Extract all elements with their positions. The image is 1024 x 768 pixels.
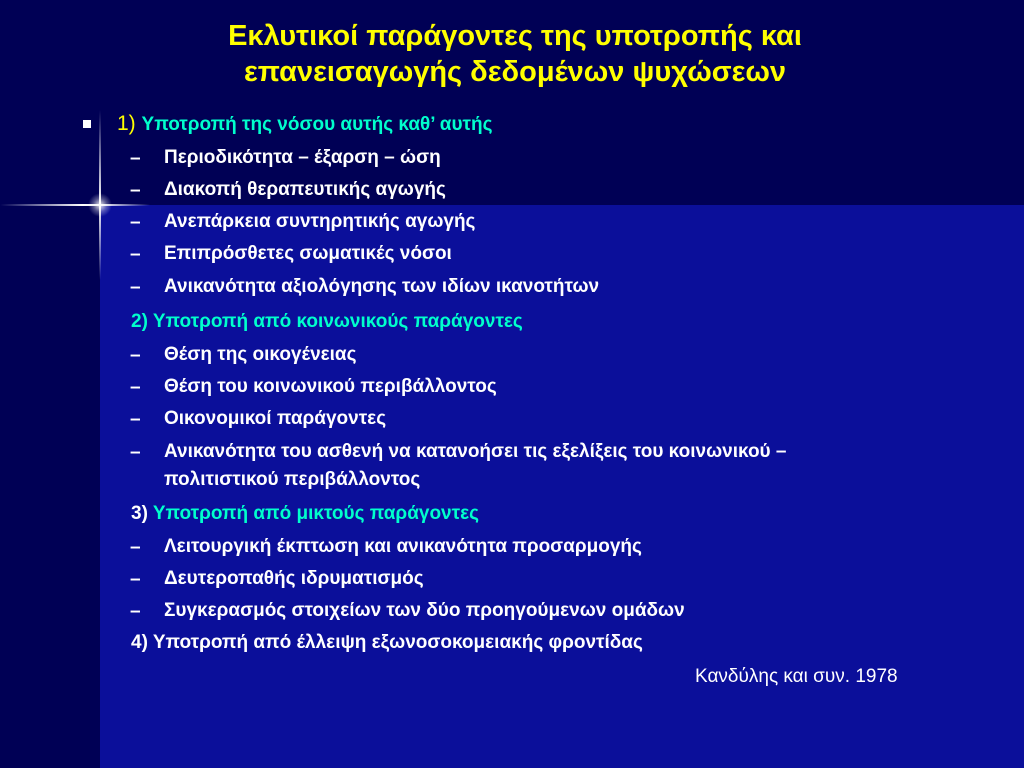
dash-marker: – (130, 277, 141, 298)
star-sparkle-icon (88, 193, 112, 217)
section-1-header (117, 113, 493, 136)
list-item: Διακοπή θεραπευτικής αγωγής (164, 179, 446, 200)
section-1-number: 1) (117, 112, 136, 135)
section-2-header (131, 311, 523, 333)
list-item: Ανεπάρκεια συντηρητικής αγωγής (164, 211, 476, 232)
dash-marker: – (130, 601, 141, 622)
section-3-number: 3) (131, 503, 148, 524)
section-2-heading: Υποτροπή από κοινωνικούς παράγοντες (152, 311, 523, 332)
section-4-header (131, 632, 643, 654)
list-item: Δευτεροπαθής ιδρυματισμός (164, 568, 424, 589)
list-item: Οικονομικοί παράγοντες (164, 408, 387, 429)
dash-marker: – (130, 345, 141, 366)
dash-marker: – (130, 537, 141, 558)
dash-marker: – (130, 377, 141, 398)
list-item: Λειτουργική έκπτωση και ανικανότητα προσαρμογής (164, 536, 642, 557)
square-bullet-icon (83, 120, 91, 128)
slide-title (90, 18, 940, 90)
list-item: Θέση του κοινωνικού περιβάλλοντος (164, 376, 497, 397)
dash-marker: – (130, 409, 141, 430)
dash-marker: – (130, 180, 141, 201)
section-2-number: 2) (131, 311, 148, 332)
title-line-1: Εκλυτικοί παράγοντες της υποτροπής και (228, 20, 802, 52)
title-line-2: επανεισαγωγής δεδομένων ψυχώσεων (243, 56, 787, 88)
dash-marker: – (130, 244, 141, 265)
list-item-continuation: πολιτιστικού περιβάλλοντος (164, 469, 421, 490)
star-sparkle-horizontal (0, 204, 150, 206)
dash-marker: – (130, 148, 141, 169)
citation: Κανδύλης και συν. 1978 (695, 666, 898, 687)
list-item: Θέση της οικογένειας (164, 344, 357, 365)
list-item: Περιοδικότητα – έξαρση – ώση (164, 147, 441, 168)
list-item: Ανικανότητα του ασθενή να κατανοήσει τις εξελίξεις του κοινωνικού – (164, 441, 787, 462)
section-3-heading: Υποτροπή από μικτούς παράγοντες (152, 503, 479, 524)
list-item: Συγκερασμός στοιχείων των δύο προηγούμενων ομάδων (164, 600, 685, 621)
list-item: Επιπρόσθετες σωματικές νόσοι (164, 243, 452, 264)
dash-marker: – (130, 212, 141, 233)
list-item: Ανικανότητα αξιολόγησης των ιδίων ικανοτήτων (164, 276, 600, 297)
section-3-header (131, 503, 479, 525)
background-left-band (0, 205, 100, 768)
dash-marker: – (130, 569, 141, 590)
section-4-heading: Υποτροπή από έλλειψη εξωνοσοκομειακής φροντίδας (152, 632, 643, 653)
section-1-heading: Υποτροπή της νόσου αυτής καθ’ αυτής (141, 114, 493, 135)
dash-marker: – (130, 442, 141, 463)
section-4-number: 4) (131, 632, 148, 653)
